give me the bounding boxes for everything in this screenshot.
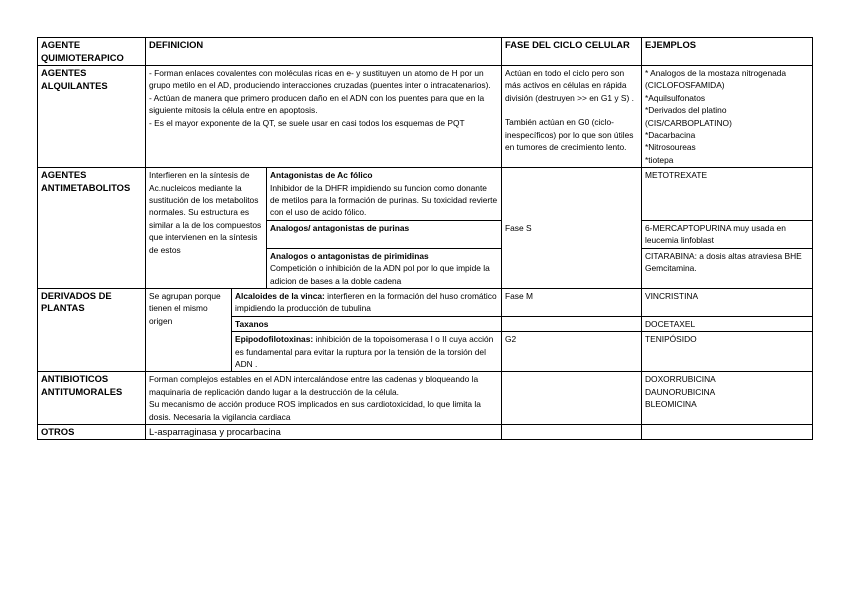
antimetabolitos-ej1: METOTREXATE: [642, 168, 813, 221]
antimetabolitos-sub3: [267, 248, 502, 288]
antimetabolitos-ej34: [642, 248, 813, 288]
antimetabolitos-sub3-title: Analogos o antagonistas de pirimidinas: [270, 250, 429, 261]
antibioticos-ej-3: BLEOMICINA: [645, 399, 697, 410]
antibioticos-ej-1: DOXORRUBICINA: [645, 374, 716, 385]
plantas-sub3-title: Epipodofilotoxinas:: [235, 334, 314, 345]
antibioticos-fase: [502, 372, 642, 425]
plantas-sub1-text: interfieren en la formación del huso cromático impidiendo la producción de tubulina: [235, 290, 497, 314]
header-agente: AGENTE QUIMIOTERAPICO: [38, 38, 146, 66]
alquilantes-ej-4: *Dacarbacina: [645, 130, 696, 141]
plantas-name: DERIVADOS DE PLANTAS: [38, 288, 146, 371]
header-fase: FASE DEL CICLO CELULAR: [502, 38, 642, 66]
otros-ejemplos: [642, 424, 813, 440]
alquilantes-fase: [502, 66, 642, 168]
antibioticos-ejemplos: [642, 372, 813, 425]
antimetabolitos-sub3-text: Competición o inhibición de la ADN pol por lo que impide la adicion de bases a la doble cadena: [270, 263, 490, 286]
antimetabolitos-fase: Fase S: [502, 168, 642, 289]
antimetabolitos-ej4: Gemcitamina.: [645, 263, 697, 274]
antibioticos-def-1: Forman complejos estables en el ADN intercalándose entre las cadenas y bloqueando la maquinaria de replicación dando lugar a la destrucción de la célula.: [149, 374, 479, 397]
antibioticos-name: ANTIBIOTICOS ANTITUMORALES: [38, 372, 146, 425]
antibioticos-def-2: Su mecanismo de acción produce ROS implicados en sus cardiotoxicidad, lo que limita la dosis. Necesaria la vigilancia cardiaca: [149, 399, 481, 422]
plantas-ej3: TENIPÓSIDO: [642, 332, 813, 372]
alquilantes-name: AGENTES ALQUILANTES: [38, 66, 146, 168]
alquilantes-def-1: - Forman enlaces covalentes con moléculas ricas en e- y sustituyen un atomo de H por un grupo metilo en el AD, produciendo interacciones cruzadas (puentes inter o intracatenarios).: [149, 68, 491, 91]
plantas-sub1: [232, 288, 502, 316]
antimetabolitos-ej3: CITARABINA: a dosis altas atraviesa BHE: [645, 250, 802, 261]
plantas-sub2: Taxanos: [232, 316, 502, 331]
plantas-def: Se agrupan porque tienen el mismo origen: [146, 288, 232, 371]
alquilantes-ejemplos: [642, 66, 813, 168]
antimetabolitos-sub1: [267, 168, 502, 221]
antibioticos-def: [146, 372, 502, 425]
row-otros: [38, 424, 813, 440]
alquilantes-ej-1: * Analogos de la mostaza nitrogenada (CICLOFOSFAMIDA): [645, 68, 787, 91]
plantas-fase3: G2: [502, 332, 642, 372]
antibioticos-ej-2: DAUNORUBICINA: [645, 386, 716, 397]
header-ejemplos: EJEMPLOS: [642, 38, 813, 66]
antimetabolitos-sub1-text: Inhibidor de la DHFR impidiendo su funcion como donante de metilos para la formación de purinas. Su toxicidad revierte con el uso de acido fólico.: [270, 182, 498, 218]
plantas-sub1-title: Alcaloides de la vinca:: [235, 290, 325, 301]
alquilantes-definicion: [146, 66, 502, 168]
alquilantes-fase-1: Actúan en todo el ciclo pero son más activos en células en rápida división (destruyen >> en G1 y S) .: [505, 68, 634, 103]
row-alquilantes: [38, 66, 813, 168]
header-definicion: DEFINICION: [146, 38, 502, 66]
row-plantas-1: [38, 288, 813, 316]
antimetabolitos-def: Interfieren en la síntesis de Ac.nucleicos mediante la sustitución de los metabolitos normales. Su estructura es similar a la de los compuestos que intervienen en la síntesis de estos: [146, 168, 267, 289]
alquilantes-fase-2: También actúan en G0 (ciclo-inespecíficos) por lo que son útiles en tumores de crecimiento lento.: [505, 117, 634, 153]
antimetabolitos-sub1-title: Antagonistas de Ac fólico: [270, 170, 373, 181]
alquilantes-ej-6: *tiotepa: [645, 154, 674, 165]
antimetabolitos-ej2: 6-MERCAPTOPURINA muy usada en leucemia linfoblast: [642, 220, 813, 248]
alquilantes-ej-5: *Nitrosoureas: [645, 142, 696, 153]
plantas-sub3: [232, 332, 502, 372]
alquilantes-def-3: - Es el mayor exponente de la QT, se suele usar en casi todos los esquemas de PQT: [149, 117, 465, 128]
plantas-fase1: Fase M: [502, 288, 642, 316]
antimetabolitos-sub2: Analogos/ antagonistas de purinas: [267, 220, 502, 248]
plantas-fase2: [502, 316, 642, 331]
antimetabolitos-name: AGENTES ANTIMETABOLITOS: [38, 168, 146, 289]
plantas-ej1: VINCRISTINA: [642, 288, 813, 316]
otros-def: L-asparraginasa y procarbacina: [146, 424, 502, 440]
otros-fase: [502, 424, 642, 440]
chemo-table: [37, 37, 813, 440]
alquilantes-def-2: - Actúan de manera que primero producen daño en el ADN con los puentes para que en la siguiente mitosis la célula entre en apoptosis.: [149, 92, 485, 116]
alquilantes-ej-3: *Derivados del platino (CIS/CARBOPLATINO): [645, 105, 732, 128]
plantas-ej2: DOCETAXEL: [642, 316, 813, 331]
row-antibioticos: [38, 372, 813, 425]
plantas-sub3-text: inhibición de la topoisomerasa I o II cuya acción es fundamental para evitar la ruptura por la tensión de la torsión del ADN .: [235, 334, 494, 369]
header-row: [38, 38, 813, 66]
row-antimetabolitos-1: [38, 168, 813, 221]
alquilantes-ej-2: *Aquilsulfonatos: [645, 92, 706, 103]
otros-name: OTROS: [38, 424, 146, 440]
